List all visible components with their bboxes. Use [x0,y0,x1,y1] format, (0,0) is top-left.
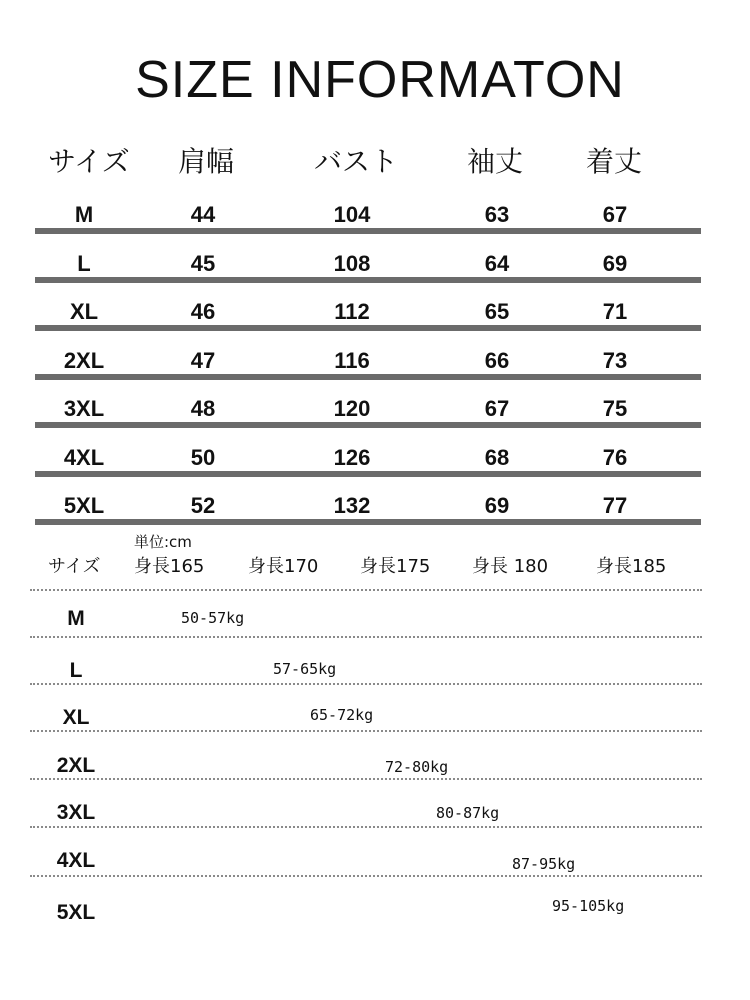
size-row-shoulder-cell: 52 [190,493,216,518]
height-header-185: 身長185 [596,556,667,577]
size-row-bust-cell: 126 [333,444,371,470]
size-row-bust-cell: 104 [333,202,371,227]
weight-size-header: サイズ [48,556,101,577]
header-shoulder: 肩幅 [178,145,235,178]
dotted-divider [30,826,702,828]
weight-row-size: 4XL [56,849,96,872]
row-divider [35,277,701,283]
weight-row-range: 65-72kg [310,706,374,724]
dotted-divider [30,683,702,685]
row-divider [35,519,701,525]
size-row-length-cell: 77 [602,493,628,518]
size-row-sleeve-cell: 66 [484,347,510,373]
size-row-sleeve-cell: 64 [484,250,510,276]
header-size: サイズ [48,145,130,178]
weight-row-range: 95-105kg [552,897,625,915]
row-divider [35,422,701,428]
size-row-length-cell: 73 [602,347,628,373]
row-divider [35,471,701,477]
size-row-length-cell: 71 [602,299,628,324]
size-row-sleeve-cell: 68 [484,444,510,470]
size-row-sleeve-cell: 63 [484,202,510,227]
size-row-size-cell: M [74,202,94,227]
weight-row-range: 80-87kg [436,804,500,822]
size-row-length-cell: 75 [602,396,628,421]
unit-label: 単位:cm [134,533,192,551]
dotted-divider [30,778,702,780]
size-row-size-cell: L [77,250,91,276]
size-row-size-cell: 5XL [63,493,105,518]
size-row-size-cell: 2XL [63,347,105,373]
weight-row-size: M [67,607,85,630]
weight-row-range: 72-80kg [385,758,449,776]
size-row-shoulder-cell: 47 [190,347,216,373]
row-divider [35,325,701,331]
dotted-divider [30,875,702,877]
weight-row-size: XL [62,706,90,729]
dotted-divider [30,636,702,638]
size-row-bust-cell: 132 [333,493,371,518]
size-row-shoulder-cell: 50 [190,444,216,470]
size-row-shoulder-cell: 48 [190,396,216,421]
page-title: SIZE INFORMATON [135,51,625,109]
size-row-size-cell: 3XL [63,396,105,421]
size-row-length-cell: 67 [602,202,628,227]
dotted-divider [30,589,702,591]
header-length: 着丈 [586,145,643,178]
header-sleeve: 袖丈 [467,145,524,178]
weight-row-range: 50-57kg [181,609,245,627]
height-header-165: 身長165 [134,556,205,577]
row-divider [35,374,701,380]
dotted-divider [30,730,702,732]
weight-row-size: L [69,659,83,682]
weight-row-size: 2XL [56,754,96,777]
size-row-shoulder-cell: 46 [190,299,216,324]
weight-row-size: 3XL [56,801,96,824]
height-header-175: 身長175 [360,556,431,577]
height-header-180: 身長 180 [472,556,549,577]
height-header-170: 身長170 [248,556,319,577]
size-row-sleeve-cell: 65 [484,299,510,324]
weight-row-size: 5XL [56,901,96,924]
size-row-bust-cell: 108 [333,250,371,276]
weight-row-range: 57-65kg [273,660,337,678]
size-row-bust-cell: 120 [333,396,371,421]
size-row-bust-cell: 112 [334,299,370,324]
size-row-size-cell: 4XL [63,444,105,470]
size-row-bust-cell: 116 [334,347,370,373]
size-row-length-cell: 69 [602,250,628,276]
size-row-shoulder-cell: 44 [190,202,216,227]
size-row-sleeve-cell: 67 [484,396,510,421]
size-row-length-cell: 76 [602,444,628,470]
size-row-sleeve-cell: 69 [484,493,510,518]
row-divider [35,228,701,234]
size-row-size-cell: XL [69,299,99,324]
weight-row-range: 87-95kg [512,855,576,873]
header-bust: バスト [314,145,399,178]
size-row-shoulder-cell: 45 [190,250,216,276]
